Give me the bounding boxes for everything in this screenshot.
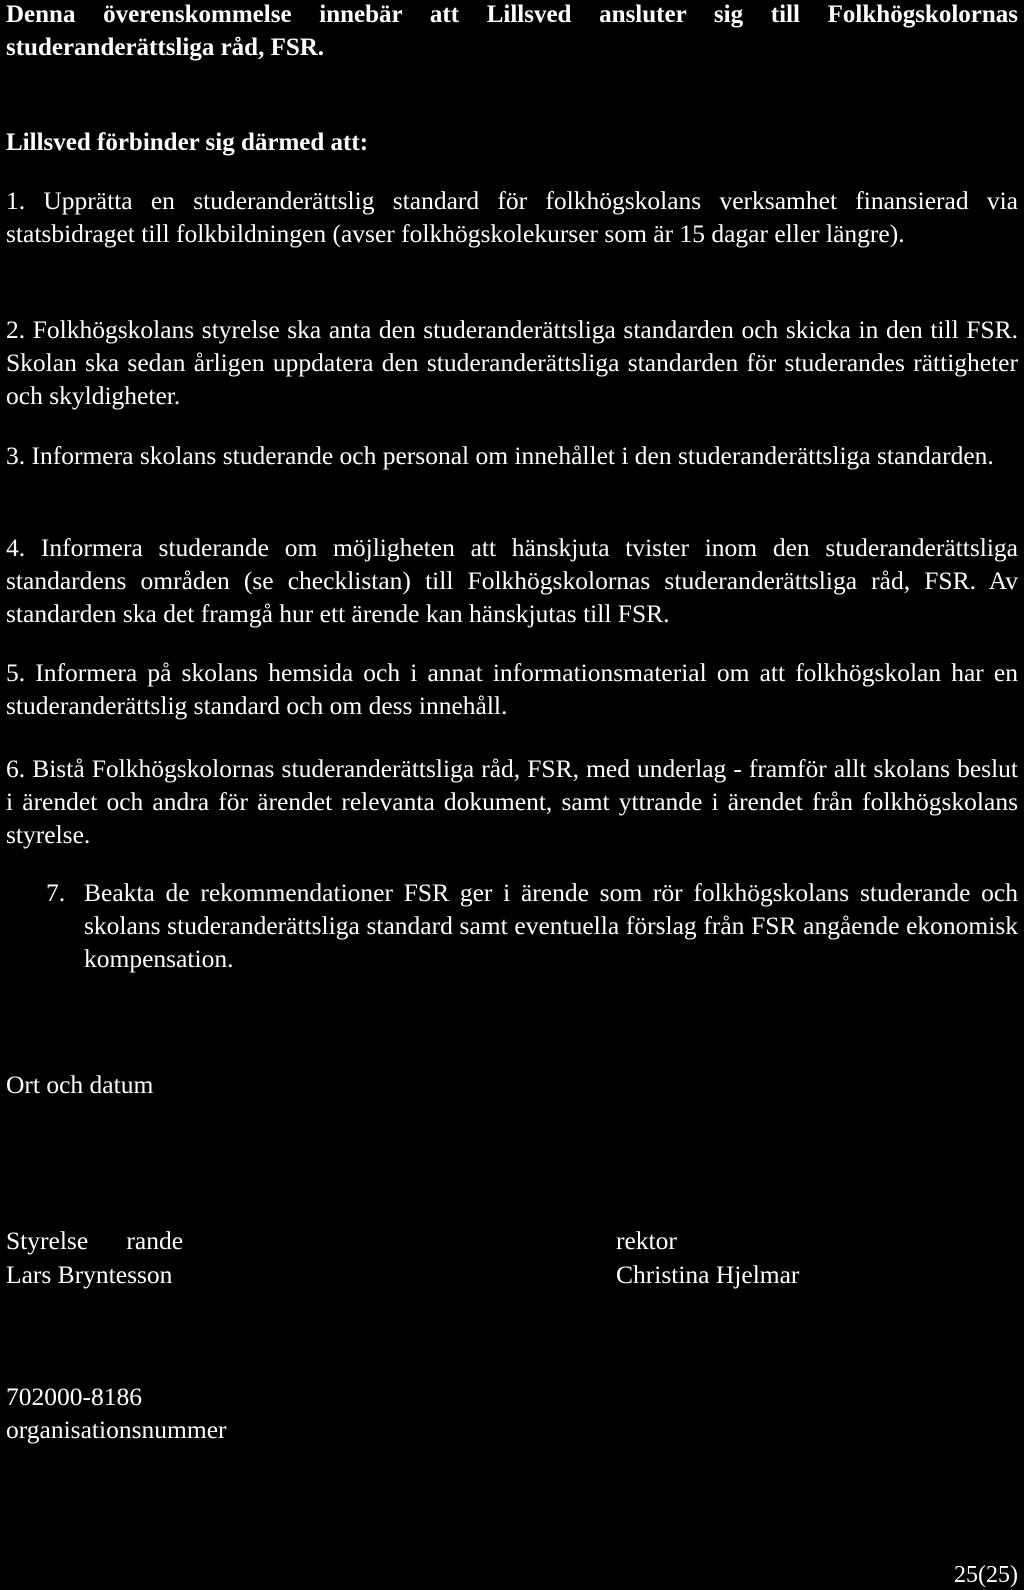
signature-left-name: Lars Bryntesson bbox=[6, 1260, 173, 1289]
signature-right-title: rektor bbox=[616, 1226, 677, 1255]
list-item-6 bbox=[6, 752, 1018, 851]
list-item-7 bbox=[46, 876, 1018, 975]
item-number: 6. bbox=[6, 754, 26, 783]
list-item-5 bbox=[6, 656, 1018, 722]
item-number: 4. bbox=[6, 533, 26, 562]
item-number: 1. bbox=[6, 186, 26, 215]
item-number: 3. bbox=[6, 441, 26, 470]
item-text: Informera skolans studerande och personal om innehållet i den studeranderättsliga standarden. bbox=[31, 441, 994, 470]
org-number: 702000-8186 bbox=[6, 1382, 142, 1411]
list-item-2 bbox=[6, 313, 1018, 412]
place-date-label: Ort och datum bbox=[6, 1070, 154, 1099]
item-text: Beakta de rekommendationer FSR ger i ärende som rör folkhögskolans studerande och skolans studeranderättsliga standard samt eventuella förslag från FSR angående ekonomisk kompensation. bbox=[84, 878, 1018, 973]
org-number-label: organisationsnummer bbox=[6, 1415, 227, 1444]
signature-right-name: Christina Hjelmar bbox=[616, 1260, 800, 1289]
item-number: 2. bbox=[6, 315, 26, 344]
intro-paragraph: Denna överenskommelse innebär att Lillsved ansluter sig till Folkhögskolornas studeranderättsliga råd, FSR. bbox=[6, 1, 1018, 61]
item-text: Folkhögskolans styrelse ska anta den studeranderättsliga standarden och skicka in den till FSR. Skolan ska sedan årligen uppdatera den studeranderättsliga standarden för studerandes rättigheter och skyldigheter. bbox=[6, 315, 1018, 410]
item-text: Informera studerande om möjligheten att hänskjuta tvister inom den studeranderättsliga standardens områden (se checklistan) till Folkhögskolornas studeranderättsliga råd, FSR. Av standarden ska det framgå hur ett ärende kan hänskjutas till FSR. bbox=[6, 533, 1018, 628]
list-item-4 bbox=[6, 531, 1018, 630]
item-text: Bistå Folkhögskolornas studeranderättsliga råd, FSR, med underlag - framför allt skolans beslut i ärendet och andra för ärendet relevanta dokument, samt yttrande i ärendet från folkhögskolans styrelse. bbox=[6, 754, 1019, 849]
list-item-3 bbox=[6, 439, 1018, 472]
commitment-heading: Lillsved förbinder sig därmed att: bbox=[6, 129, 369, 156]
page-number: 25(25) bbox=[954, 1562, 1018, 1588]
item-text: Informera på skolans hemsida och i annat informationsmaterial om att folkhögskolan har en studeranderättslig standard och om dess innehåll. bbox=[6, 658, 1018, 720]
list-item-1 bbox=[6, 184, 1018, 250]
item-number: 5. bbox=[6, 658, 26, 687]
signature-left-title: Styrelse rande bbox=[6, 1226, 184, 1255]
item-text: Upprätta en studeranderättslig standard för folkhögskolans verksamhet finansierad via statsbidraget till folkbildningen (avser folkhögskolekurser som är 15 dagar eller längre). bbox=[6, 186, 1018, 248]
item-number: 7. bbox=[46, 878, 66, 907]
